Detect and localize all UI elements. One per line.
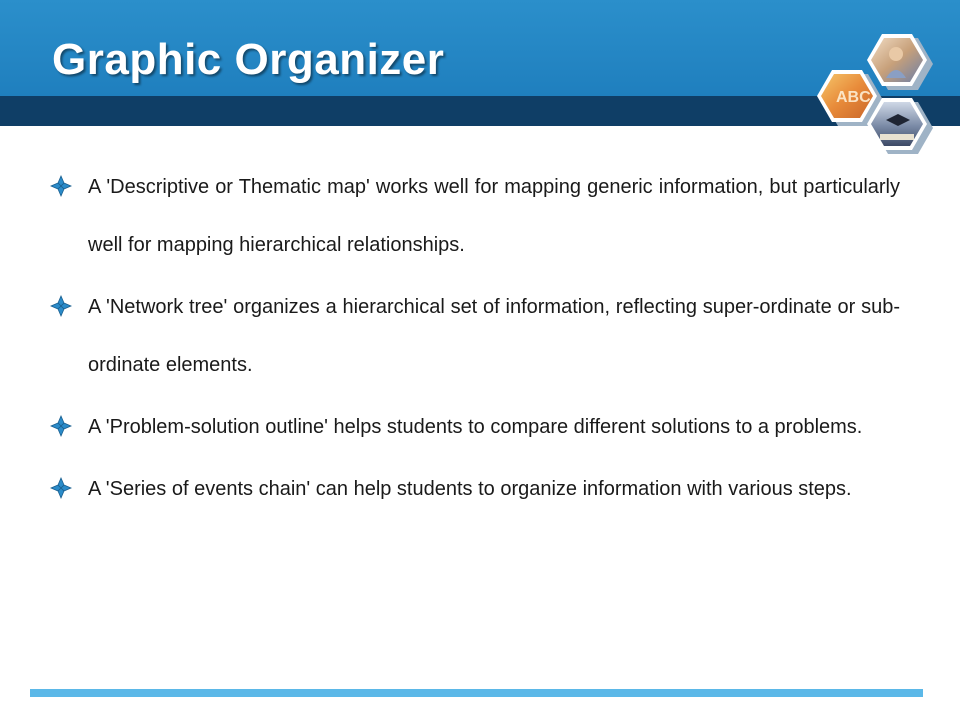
- bullet-item: [50, 460, 900, 518]
- bullet-item: [50, 158, 900, 274]
- bullet-text: A 'Network tree' organizes a hierarchical set of information, reflecting super-ordinate or sub-ordinate elements.: [88, 296, 900, 376]
- bullet-text: A 'Series of events chain' can help students to organize information with various steps.: [88, 478, 852, 500]
- bullet-text: A 'Problem-solution outline' helps students to compare different solutions to a problems.: [88, 416, 863, 438]
- diamond-bullet-icon: [50, 175, 72, 197]
- svg-text:ABC: ABC: [836, 89, 871, 106]
- bullet-item: [50, 398, 900, 456]
- hexagon-photo-cluster: [800, 28, 950, 168]
- diamond-bullet-icon: [50, 295, 72, 317]
- bullet-list: [50, 158, 900, 522]
- diamond-bullet-icon: [50, 477, 72, 499]
- bullet-item: [50, 278, 900, 394]
- footer-line: [30, 689, 923, 697]
- bullet-text: A 'Descriptive or Thematic map' works well for mapping generic information, but particularly well for mapping hierarchical relationships.: [88, 176, 900, 256]
- diamond-bullet-icon: [50, 415, 72, 437]
- slide-title: Graphic Organizer: [52, 35, 445, 84]
